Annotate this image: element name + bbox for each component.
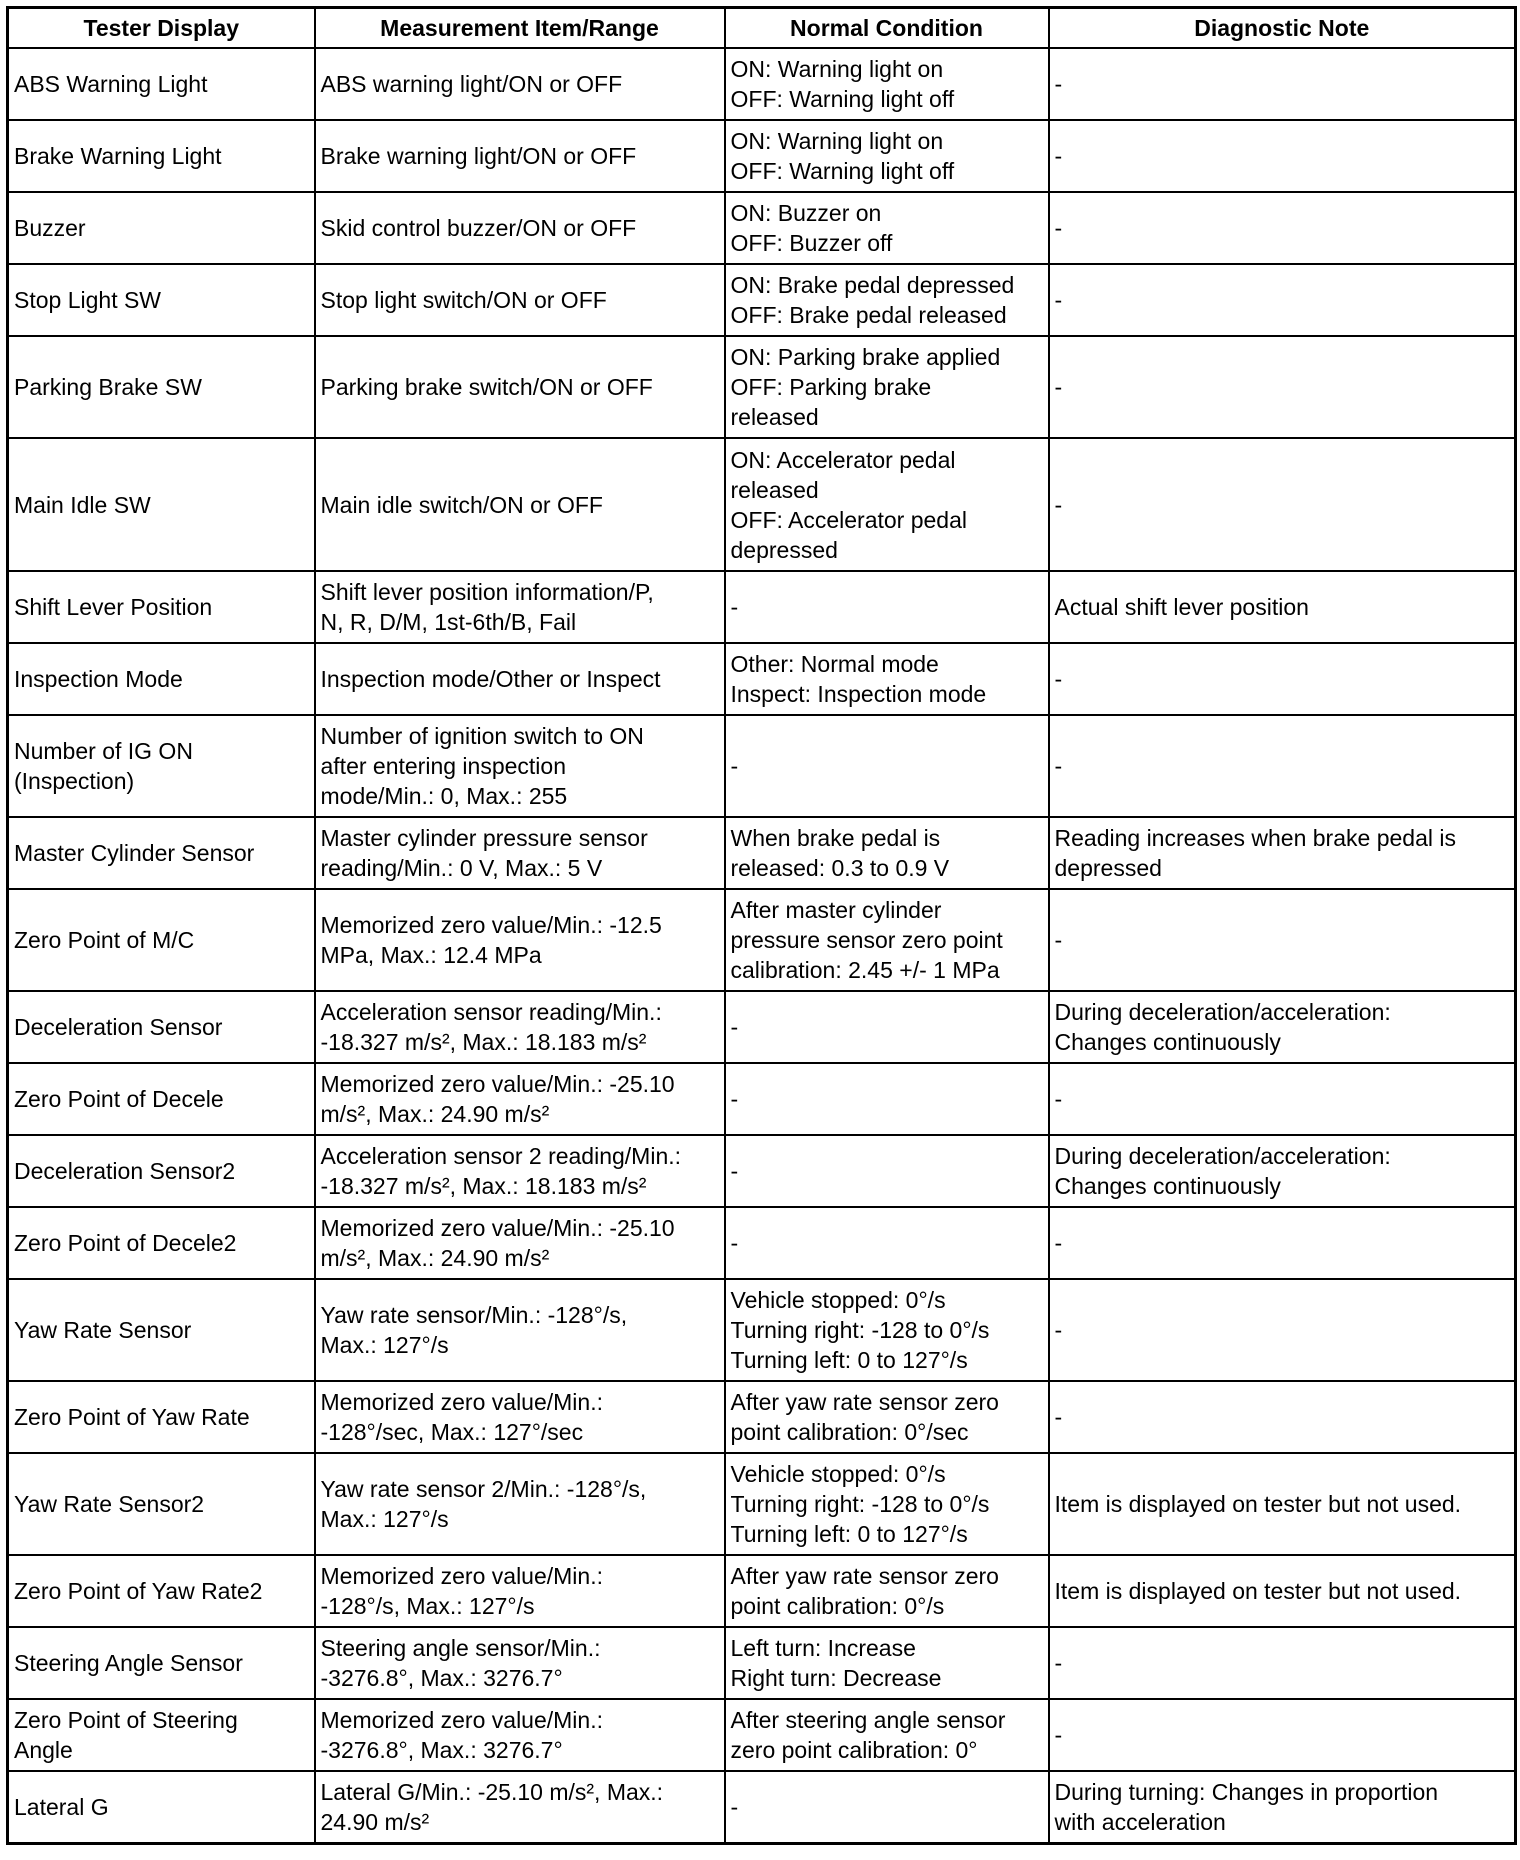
cell-tester-display: Master Cylinder Sensor: [8, 817, 315, 889]
cell-normal-condition: When brake pedal is released: 0.3 to 0.9 V: [725, 817, 1049, 889]
cell-measurement-item: Inspection mode/Other or Inspect: [315, 643, 725, 715]
table-row: [8, 1453, 1516, 1555]
header-measurement-item: Measurement Item/Range: [315, 8, 725, 49]
cell-diagnostic-note: Reading increases when brake pedal is depressed: [1049, 817, 1516, 889]
header-tester-display: Tester Display: [8, 8, 315, 49]
table-row: [8, 1279, 1516, 1381]
cell-normal-condition: ON: Accelerator pedal released OFF: Accelerator pedal depressed: [725, 438, 1049, 571]
table-row: [8, 1135, 1516, 1207]
cell-diagnostic-note: During deceleration/acceleration: Changes continuously: [1049, 1135, 1516, 1207]
table-row: [8, 120, 1516, 192]
header-diagnostic-note: Diagnostic Note: [1049, 8, 1516, 49]
cell-measurement-item: Memorized zero value/Min.: -128°/s, Max.: 127°/s: [315, 1555, 725, 1627]
table-row: [8, 336, 1516, 438]
cell-measurement-item: Stop light switch/ON or OFF: [315, 264, 725, 336]
cell-measurement-item: ABS warning light/ON or OFF: [315, 48, 725, 120]
table-row: [8, 715, 1516, 817]
cell-diagnostic-note: -: [1049, 264, 1516, 336]
table-row: [8, 1771, 1516, 1843]
cell-tester-display: ABS Warning Light: [8, 48, 315, 120]
cell-normal-condition: After yaw rate sensor zero point calibration: 0°/s: [725, 1555, 1049, 1627]
cell-measurement-item: Yaw rate sensor/Min.: -128°/s, Max.: 127°/s: [315, 1279, 725, 1381]
cell-measurement-item: Memorized zero value/Min.: -12.5 MPa, Max.: 12.4 MPa: [315, 889, 725, 991]
cell-measurement-item: Lateral G/Min.: -25.10 m/s², Max.: 24.90 m/s²: [315, 1771, 725, 1843]
cell-normal-condition: ON: Brake pedal depressed OFF: Brake pedal released: [725, 264, 1049, 336]
cell-tester-display: Deceleration Sensor2: [8, 1135, 315, 1207]
cell-measurement-item: Acceleration sensor 2 reading/Min.: -18.327 m/s², Max.: 18.183 m/s²: [315, 1135, 725, 1207]
cell-diagnostic-note: -: [1049, 1207, 1516, 1279]
cell-measurement-item: Skid control buzzer/ON or OFF: [315, 192, 725, 264]
cell-diagnostic-note: -: [1049, 336, 1516, 438]
cell-measurement-item: Number of ignition switch to ON after entering inspection mode/Min.: 0, Max.: 255: [315, 715, 725, 817]
table-body: [8, 48, 1516, 1843]
cell-tester-display: Lateral G: [8, 1771, 315, 1843]
cell-diagnostic-note: During deceleration/acceleration: Changes continuously: [1049, 991, 1516, 1063]
cell-tester-display: Main Idle SW: [8, 438, 315, 571]
cell-normal-condition: -: [725, 1207, 1049, 1279]
cell-normal-condition: After yaw rate sensor zero point calibration: 0°/sec: [725, 1381, 1049, 1453]
cell-measurement-item: Steering angle sensor/Min.: -3276.8°, Max.: 3276.7°: [315, 1627, 725, 1699]
cell-measurement-item: Shift lever position information/P, N, R, D/M, 1st-6th/B, Fail: [315, 571, 725, 643]
cell-measurement-item: Memorized zero value/Min.: -25.10 m/s², Max.: 24.90 m/s²: [315, 1207, 725, 1279]
table-header: [8, 8, 1516, 49]
cell-measurement-item: Memorized zero value/Min.: -128°/sec, Max.: 127°/sec: [315, 1381, 725, 1453]
cell-normal-condition: After master cylinder pressure sensor zero point calibration: 2.45 +/- 1 MPa: [725, 889, 1049, 991]
cell-normal-condition: ON: Parking brake applied OFF: Parking brake released: [725, 336, 1049, 438]
cell-diagnostic-note: -: [1049, 192, 1516, 264]
cell-tester-display: Deceleration Sensor: [8, 991, 315, 1063]
cell-tester-display: Zero Point of Decele2: [8, 1207, 315, 1279]
table-row: [8, 1207, 1516, 1279]
cell-diagnostic-note: -: [1049, 1279, 1516, 1381]
cell-tester-display: Yaw Rate Sensor2: [8, 1453, 315, 1555]
cell-tester-display: Steering Angle Sensor: [8, 1627, 315, 1699]
cell-diagnostic-note: -: [1049, 715, 1516, 817]
cell-normal-condition: -: [725, 1771, 1049, 1843]
cell-normal-condition: -: [725, 991, 1049, 1063]
cell-tester-display: Inspection Mode: [8, 643, 315, 715]
cell-measurement-item: Brake warning light/ON or OFF: [315, 120, 725, 192]
cell-diagnostic-note: Actual shift lever position: [1049, 571, 1516, 643]
cell-normal-condition: Left turn: Increase Right turn: Decrease: [725, 1627, 1049, 1699]
cell-diagnostic-note: -: [1049, 1063, 1516, 1135]
cell-tester-display: Yaw Rate Sensor: [8, 1279, 315, 1381]
cell-diagnostic-note: -: [1049, 48, 1516, 120]
header-row: [8, 8, 1516, 49]
cell-normal-condition: ON: Warning light on OFF: Warning light off: [725, 120, 1049, 192]
cell-tester-display: Parking Brake SW: [8, 336, 315, 438]
cell-measurement-item: Yaw rate sensor 2/Min.: -128°/s, Max.: 127°/s: [315, 1453, 725, 1555]
table-row: [8, 1063, 1516, 1135]
cell-tester-display: Number of IG ON (Inspection): [8, 715, 315, 817]
cell-normal-condition: -: [725, 1063, 1049, 1135]
cell-tester-display: Zero Point of Decele: [8, 1063, 315, 1135]
data-list-table: [6, 6, 1517, 1845]
table-row: [8, 1381, 1516, 1453]
table-row: [8, 571, 1516, 643]
cell-normal-condition: ON: Buzzer on OFF: Buzzer off: [725, 192, 1049, 264]
cell-diagnostic-note: -: [1049, 1381, 1516, 1453]
cell-diagnostic-note: Item is displayed on tester but not used.: [1049, 1453, 1516, 1555]
cell-normal-condition: -: [725, 1135, 1049, 1207]
cell-measurement-item: Parking brake switch/ON or OFF: [315, 336, 725, 438]
header-normal-condition: Normal Condition: [725, 8, 1049, 49]
cell-tester-display: Zero Point of M/C: [8, 889, 315, 991]
cell-normal-condition: -: [725, 715, 1049, 817]
table-row: [8, 264, 1516, 336]
cell-measurement-item: Main idle switch/ON or OFF: [315, 438, 725, 571]
table-row: [8, 643, 1516, 715]
table-row: [8, 438, 1516, 571]
table-row: [8, 192, 1516, 264]
table-row: [8, 48, 1516, 120]
cell-tester-display: Zero Point of Steering Angle: [8, 1699, 315, 1771]
cell-diagnostic-note: -: [1049, 1627, 1516, 1699]
table-row: [8, 1555, 1516, 1627]
data-list-table-container: [6, 6, 1514, 1845]
cell-diagnostic-note: Item is displayed on tester but not used.: [1049, 1555, 1516, 1627]
cell-normal-condition: Vehicle stopped: 0°/s Turning right: -128 to 0°/s Turning left: 0 to 127°/s: [725, 1279, 1049, 1381]
cell-measurement-item: Master cylinder pressure sensor reading/Min.: 0 V, Max.: 5 V: [315, 817, 725, 889]
cell-normal-condition: Other: Normal mode Inspect: Inspection mode: [725, 643, 1049, 715]
table-row: [8, 991, 1516, 1063]
table-row: [8, 817, 1516, 889]
cell-tester-display: Zero Point of Yaw Rate2: [8, 1555, 315, 1627]
cell-tester-display: Brake Warning Light: [8, 120, 315, 192]
cell-normal-condition: Vehicle stopped: 0°/s Turning right: -128 to 0°/s Turning left: 0 to 127°/s: [725, 1453, 1049, 1555]
cell-diagnostic-note: -: [1049, 889, 1516, 991]
cell-diagnostic-note: During turning: Changes in proportion with acceleration: [1049, 1771, 1516, 1843]
table-row: [8, 1699, 1516, 1771]
table-row: [8, 889, 1516, 991]
cell-tester-display: Stop Light SW: [8, 264, 315, 336]
cell-diagnostic-note: -: [1049, 120, 1516, 192]
cell-tester-display: Buzzer: [8, 192, 315, 264]
cell-measurement-item: Acceleration sensor reading/Min.: -18.327 m/s², Max.: 18.183 m/s²: [315, 991, 725, 1063]
cell-normal-condition: -: [725, 571, 1049, 643]
cell-measurement-item: Memorized zero value/Min.: -25.10 m/s², Max.: 24.90 m/s²: [315, 1063, 725, 1135]
cell-measurement-item: Memorized zero value/Min.: -3276.8°, Max.: 3276.7°: [315, 1699, 725, 1771]
cell-diagnostic-note: -: [1049, 643, 1516, 715]
cell-diagnostic-note: -: [1049, 1699, 1516, 1771]
cell-diagnostic-note: -: [1049, 438, 1516, 571]
cell-normal-condition: After steering angle sensor zero point calibration: 0°: [725, 1699, 1049, 1771]
cell-tester-display: Zero Point of Yaw Rate: [8, 1381, 315, 1453]
cell-tester-display: Shift Lever Position: [8, 571, 315, 643]
table-row: [8, 1627, 1516, 1699]
cell-normal-condition: ON: Warning light on OFF: Warning light off: [725, 48, 1049, 120]
